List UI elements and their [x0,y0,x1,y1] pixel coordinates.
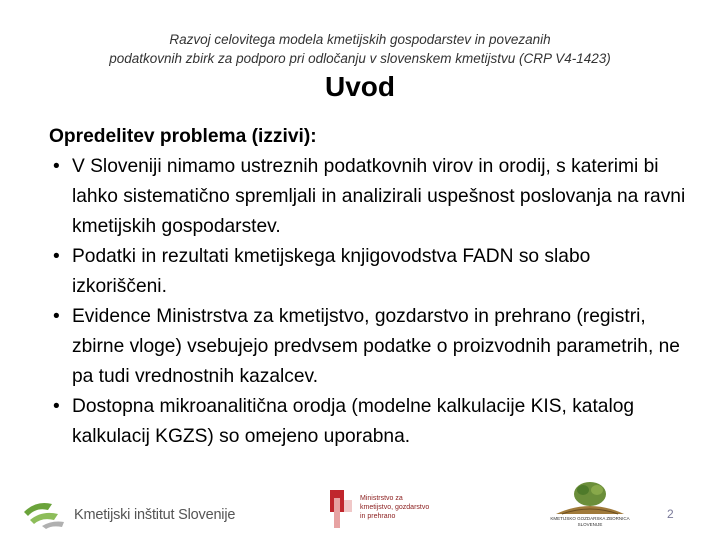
bullet-icon: • [53,246,60,267]
kgzs-logo-text: KMETIJSKO GOZDARSKA ZBORNICA SLOVENIJE [550,516,630,527]
header-line-1: Razvoj celovitega modela kmetijskih gospodarstev in povezanih [169,32,551,47]
ministry-logo [326,488,436,532]
kgzs-logo [550,480,630,536]
bullet-item [49,242,689,302]
bullet-text: Podatki in rezultati kmetijskega knjigovodstva FADN so slabo izkoriščeni. [72,246,591,297]
slide-content [49,122,689,452]
section-heading: Opredelitev problema (izzivi): [49,126,317,147]
bullet-list [49,152,689,452]
bullet-item [49,392,689,452]
slide-header [0,30,720,68]
bullet-icon: • [53,306,60,327]
bullet-item [49,152,689,242]
bullet-icon: • [53,156,60,177]
kis-logo-icon [22,498,68,530]
kgzs-tree-icon [550,480,630,516]
kis-logo-text: Kmetijski inštitut Slovenije [74,507,236,523]
page-number: 2 [667,507,674,521]
ministry-crest-icon [326,490,356,530]
ministry-logo-text: Ministrstvo za kmetijstvo, gozdarstvo in prehrano [360,495,430,520]
bullet-text: Evidence Ministrstva za kmetijstvo, gozdarstvo in prehrano (registri, zbirne vloge) vsebujejo predvsem podatke o proizvodnih parametrih, ne pa tudi vrednostnih kazalcev. [72,306,680,387]
slide-title: Uvod [325,71,395,102]
kis-logo [22,494,236,534]
header-line-2: podatkovnih zbirk za podporo pri odločanju v slovenskem kmetijstvu (CRP V4-1423) [109,51,611,66]
bullet-icon: • [53,396,60,417]
bullet-text: V Sloveniji nimamo ustreznih podatkovnih virov in orodij, s katerimi bi lahko sistematično spremljali in analizirali uspešnost poslovanja na ravni kmetijskih gospodarstev. [72,156,686,237]
bullet-item [49,302,689,392]
bullet-text: Dostopna mikroanalitična orodja (modelne kalkulacije KIS, katalog kalkulacij KGZS) so omejeno uporabna. [72,396,635,447]
